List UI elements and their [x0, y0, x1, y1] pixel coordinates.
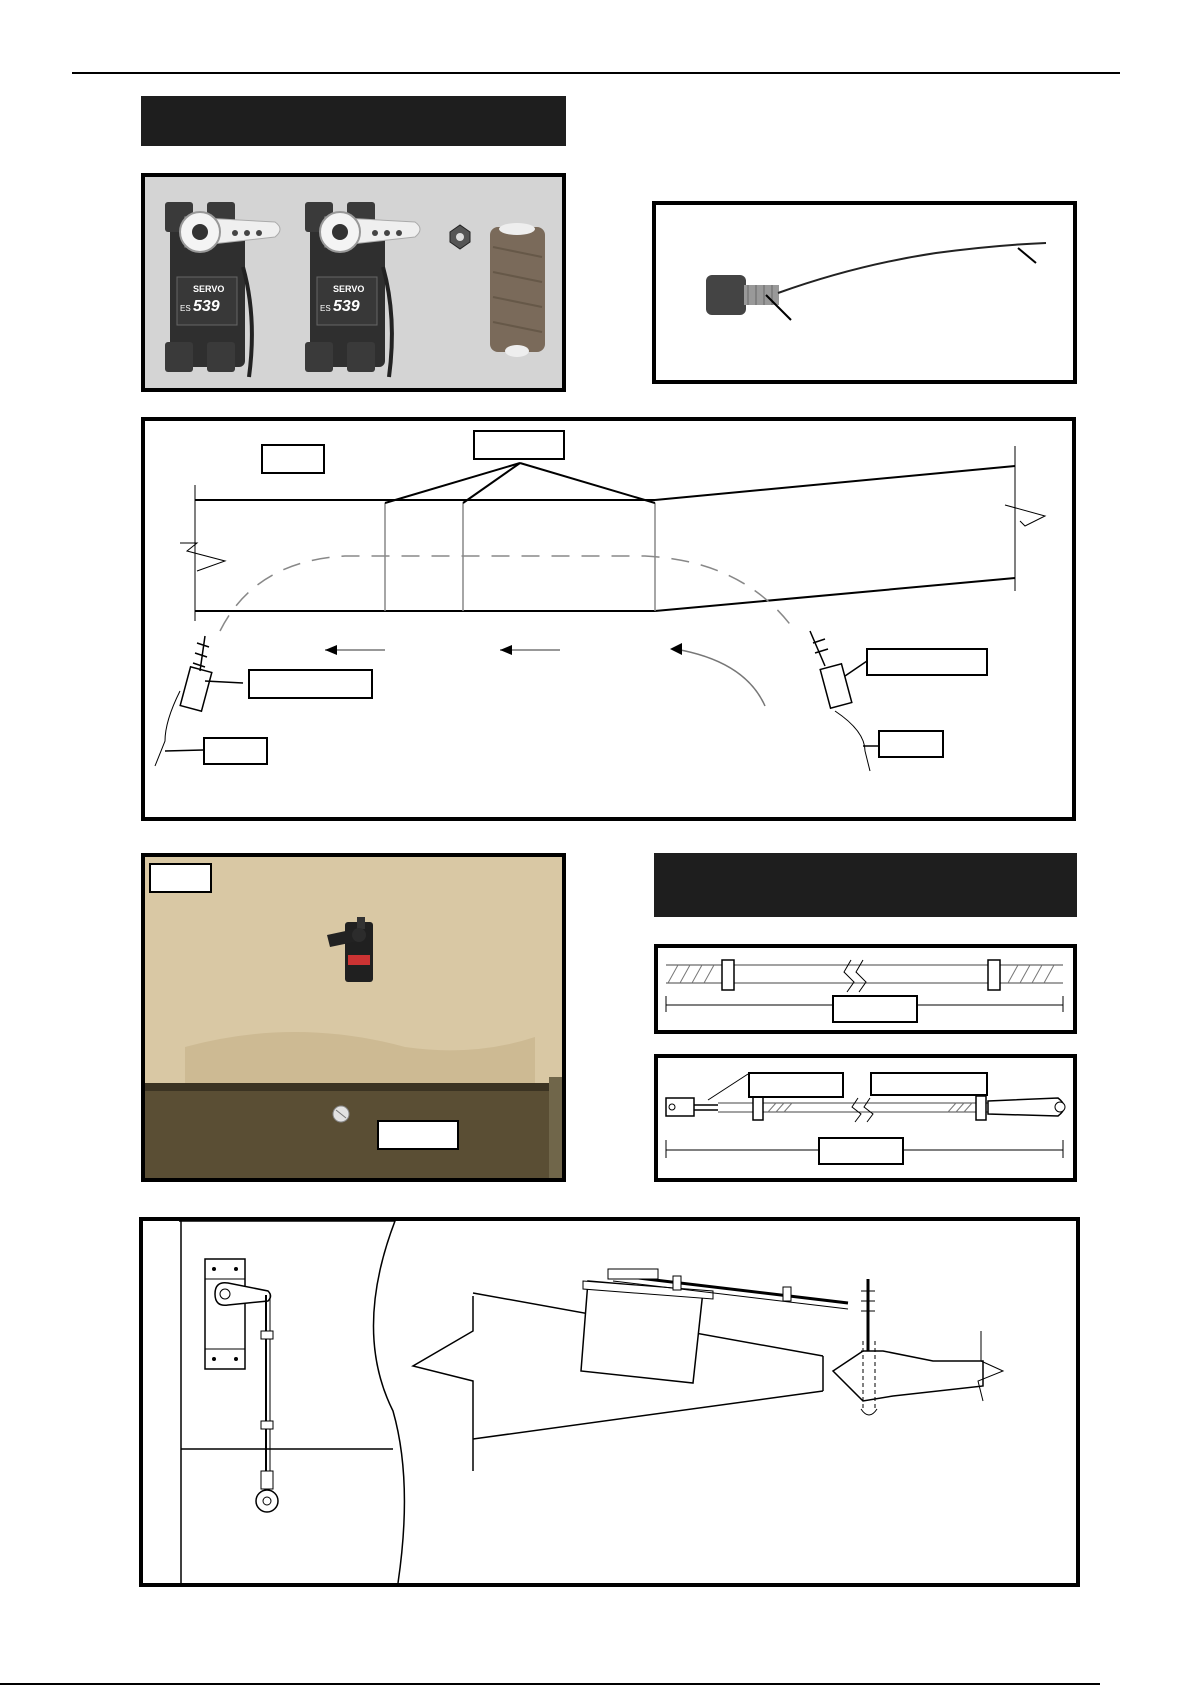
- cable-end-photo: [656, 205, 1073, 380]
- label-box: [203, 737, 268, 765]
- leader-line: [1018, 248, 1036, 263]
- linkage-diagram: [143, 1221, 1076, 1583]
- servo-model-label: 539: [333, 298, 360, 315]
- linkage-diagram-panel: [139, 1217, 1080, 1587]
- thread-spool-icon: [490, 223, 545, 357]
- section-title-banner: [141, 96, 566, 146]
- label-box: [832, 995, 918, 1023]
- pushrod-diagram-panel-1: [654, 944, 1077, 1034]
- fitting-icon: [706, 275, 779, 315]
- header-rule: [72, 72, 1120, 74]
- cable-end-photo-panel: [652, 201, 1077, 384]
- arrow-curved-icon: [670, 643, 765, 706]
- label-box: [870, 1072, 988, 1096]
- label-box: [818, 1137, 904, 1165]
- arrow-left-icon: [500, 645, 560, 655]
- label-box: [866, 648, 988, 676]
- mounted-servo-photo: [145, 857, 562, 1178]
- pushrod-diagram-panel-2: [654, 1054, 1077, 1182]
- label-box: [748, 1072, 844, 1098]
- label-box: [248, 669, 373, 699]
- servo-model-label: 539: [193, 298, 220, 315]
- cable-line: [778, 243, 1046, 293]
- servo-photo: [145, 177, 562, 388]
- servo-brand-label: SERVO: [193, 284, 225, 294]
- label-box: [149, 863, 212, 893]
- servo-photo-panel: [141, 173, 566, 392]
- label-box: [473, 430, 565, 460]
- servo-series-label: ES: [180, 304, 191, 313]
- fitting-icon: [180, 636, 212, 711]
- servo-series-label: ES: [320, 304, 331, 313]
- screw-icon: [333, 1106, 349, 1122]
- routing-diagram-panel: [141, 417, 1076, 821]
- servo-brand-label: SERVO: [333, 284, 365, 294]
- arrow-left-icon: [325, 645, 385, 655]
- servo-icon: [581, 1281, 713, 1383]
- label-box: [261, 444, 325, 474]
- label-box: [377, 1120, 459, 1150]
- cable-route: [220, 556, 795, 631]
- label-box: [878, 730, 944, 758]
- section-title-banner: [654, 853, 1077, 917]
- servo-icon: [205, 1259, 271, 1369]
- fitting-icon: [810, 631, 852, 708]
- mounted-servo-photo-panel: [141, 853, 566, 1182]
